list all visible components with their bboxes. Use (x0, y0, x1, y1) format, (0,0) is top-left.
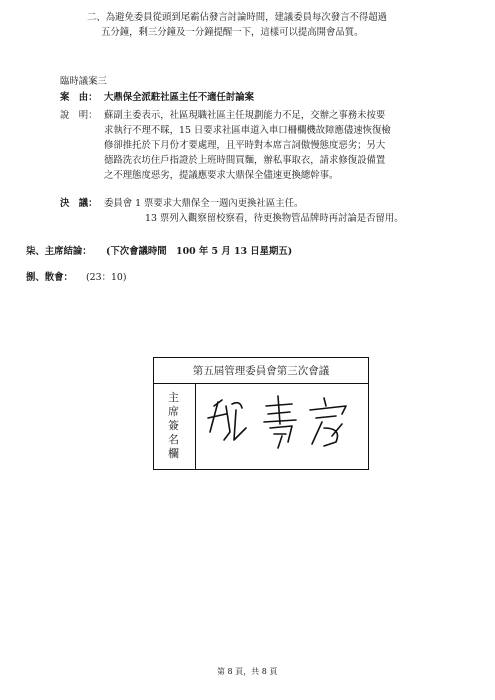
motion-heading: 臨時議案三 (60, 76, 107, 87)
description-line: 德路洗衣坊住戶指證於上班時間買麵，辦私事取衣，請求修復設備置 (104, 155, 386, 166)
signature-label-char: 名 (168, 433, 179, 446)
conclusion-label: 柒、主席結論： (26, 246, 92, 257)
signature-box-title: 第五屆管理委員會第三次會議 (154, 358, 368, 384)
signature-label-column (154, 384, 196, 469)
item-line-1: 二、為避免委員從頭到尾霸佔發言討論時間，建議委員每次發言不得超過 (87, 12, 388, 23)
signature-label-char: 欄 (168, 447, 179, 460)
item-line-2: 五分鐘，剩三分鐘及一分鐘提醒一下，這樣可以提高開會品質。 (101, 27, 364, 38)
resolution-label: 決 議： (60, 198, 98, 209)
description-line: 蘇副主委表示，社區現職社區主任規劃能力不足，交辦之事務未按要 (104, 110, 386, 121)
handwritten-signature (196, 384, 368, 469)
subject-label: 案 由： (60, 92, 98, 103)
signature-area (196, 384, 368, 469)
adjourn-label: 捌、散會： (26, 272, 73, 283)
subject-text: 大鼎保全派駐社區主任不適任討論案 (104, 92, 255, 103)
conclusion-text: (下次會議時間 100 年 5 月 13 日星期五) (106, 246, 293, 257)
page-number: 第 8 頁，共 8 頁 (217, 667, 278, 676)
signature-label-char: 主 (168, 391, 179, 404)
adjourn-time: (23：10) (86, 272, 127, 283)
resolution-line: 13 票列入觀察留校察看，待更換物管品牌時再討論是否留用。 (145, 213, 404, 224)
description-line: 之不理態度惡劣，提議應要求大鼎保全儘速更換總幹事。 (104, 170, 339, 181)
resolution-line: 委員會 1 票要求大鼎保全一週內更換社區主任。 (104, 198, 304, 209)
signature-label-char: 席 (168, 405, 179, 418)
description-line: 修卻推托於下月份才要處理，且平時對本席言詞傲慢態度惡劣；另大 (104, 140, 386, 151)
signature-label-char: 簽 (168, 419, 179, 432)
signature-box (153, 357, 369, 470)
description-label: 說 明： (60, 110, 98, 121)
description-line: 求執行不理不睬，15 日要求社區車道入車口柵欄機故障應儘速恢復檢 (104, 125, 391, 136)
